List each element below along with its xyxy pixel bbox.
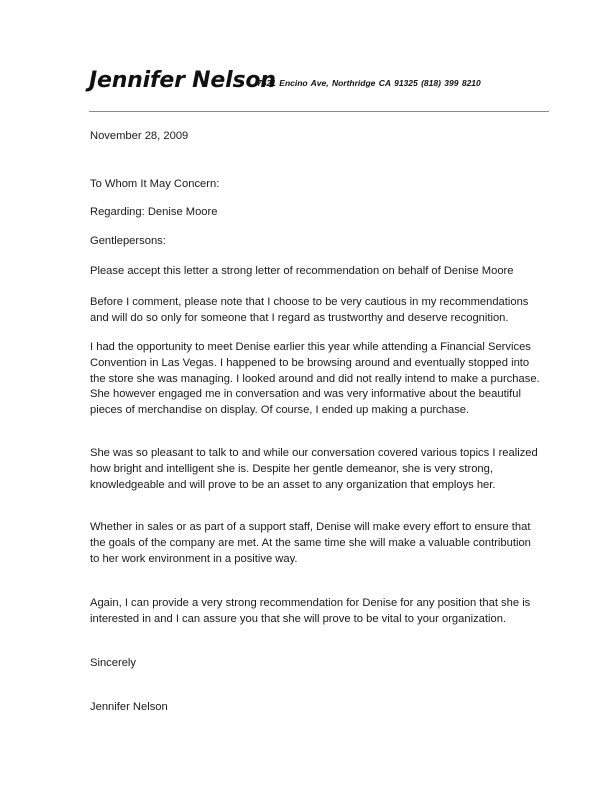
- paragraph-caution: Before I comment, please note that I choose to be very cautious in my recommendations and will do so only for someone that I regard as trustworthy and deserve recognition.: [90, 296, 529, 324]
- paragraph-intro: Please accept this letter a strong letter of recommendation on behalf of Denise Moore: [90, 265, 514, 277]
- paragraph-conclusion: Again, I can provide a very strong recommendation for Denise for any position that she is interested in and I can assure you that she will prove to be vital to your organization.: [90, 597, 531, 625]
- letterhead-divider: [89, 111, 549, 112]
- sender-name: Jennifer Nelson: [89, 68, 276, 93]
- letterhead: [89, 66, 559, 100]
- paragraph-meeting: I had the opportunity to meet Denise earlier this year while attending a Financial Services Convention in Las Vegas. I happened to be browsing around and eventually stopped into the store she was managing. I looked around and did not really intend to make a purchase. She however engaged me in conversation and was very informative about the beautiful pieces of merchandise on display. Of course, I ended up making a purchase.: [90, 341, 540, 417]
- closing: Sincerely: [90, 657, 137, 669]
- paragraph-work: Whether in sales or as part of a support staff, Denise will make every effort to ensure that the goals of the company are met. At the same time she will make a valuable contribution to her work environment in a positive way.: [90, 521, 531, 565]
- paragraph-character: She was so pleasant to talk to and while our conversation covered various topics I realized how bright and intelligent she is. Despite her gentle demeanor, she is very strong, knowledgeable and will prove to be an asset to any organization that employs her.: [90, 447, 538, 491]
- sender-address: 7621 Encino Ave, Northridge CA 91325 (818) 399 8210: [257, 78, 481, 88]
- signature-name: Jennifer Nelson: [90, 701, 168, 713]
- salutation: To Whom It May Concern:: [90, 178, 220, 190]
- letter-date: November 28, 2009: [90, 130, 189, 142]
- greeting: Gentlepersons:: [90, 235, 166, 247]
- regarding-line: Regarding: Denise Moore: [90, 206, 218, 218]
